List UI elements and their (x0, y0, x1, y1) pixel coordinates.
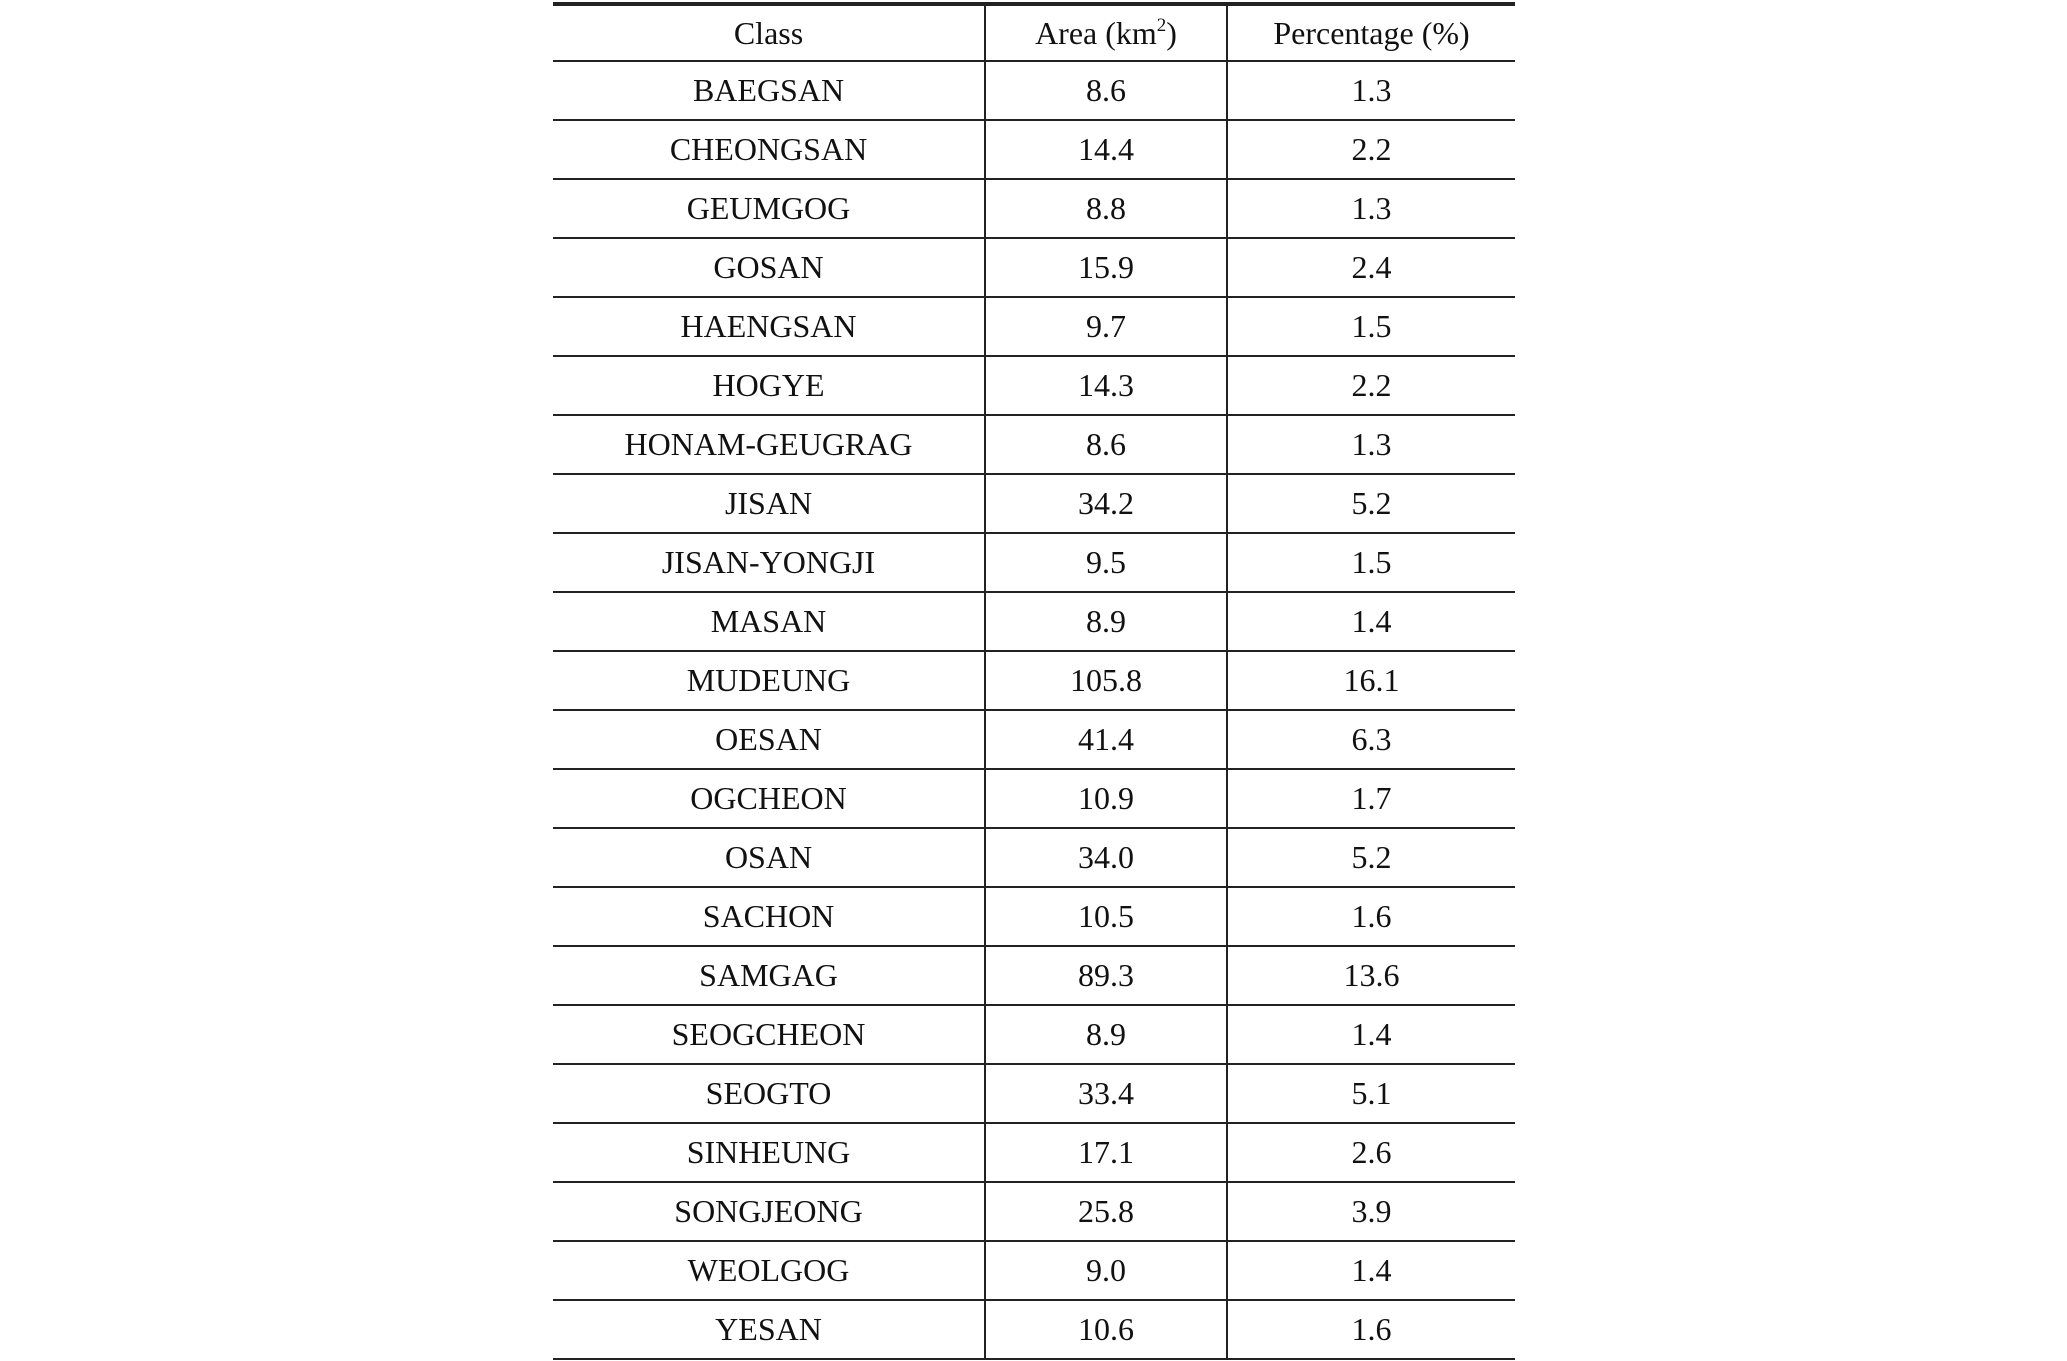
cell-area: 9.5 (985, 533, 1227, 592)
table-row (553, 1241, 1515, 1300)
cell-area: 8.9 (985, 592, 1227, 651)
cell-class: SACHON (553, 887, 985, 946)
table-row (553, 1182, 1515, 1241)
header-area-superscript: 2 (1156, 14, 1167, 36)
area-table (553, 0, 1515, 1360)
cell-area: 9.7 (985, 297, 1227, 356)
cell-class: GEUMGOG (553, 179, 985, 238)
cell-class: GOSAN (553, 238, 985, 297)
cell-area: 14.4 (985, 120, 1227, 179)
cell-percentage: 5.2 (1227, 474, 1515, 533)
header-row (553, 6, 1515, 61)
cell-percentage: 13.6 (1227, 946, 1515, 1005)
header-area-prefix: Area (km (1035, 14, 1157, 51)
cell-class: SONGJEONG (553, 1182, 985, 1241)
cell-percentage: 1.3 (1227, 179, 1515, 238)
header-percentage: Percentage (%) (1227, 6, 1515, 61)
cell-area: 34.0 (985, 828, 1227, 887)
cell-class: OGCHEON (553, 769, 985, 828)
header-area-suffix: ) (1166, 14, 1177, 51)
table-row (553, 1300, 1515, 1359)
cell-percentage: 1.6 (1227, 1300, 1515, 1359)
cell-percentage: 1.5 (1227, 297, 1515, 356)
cell-area: 8.9 (985, 1005, 1227, 1064)
cell-class: HOGYE (553, 356, 985, 415)
cell-percentage: 3.9 (1227, 1182, 1515, 1241)
cell-class: JISAN-YONGJI (553, 533, 985, 592)
table-row (553, 887, 1515, 946)
table-row (553, 946, 1515, 1005)
cell-percentage: 2.2 (1227, 356, 1515, 415)
cell-class: OESAN (553, 710, 985, 769)
cell-percentage: 2.4 (1227, 238, 1515, 297)
cell-class: JISAN (553, 474, 985, 533)
table-row (553, 828, 1515, 887)
cell-area: 25.8 (985, 1182, 1227, 1241)
cell-area: 8.8 (985, 179, 1227, 238)
cell-area: 8.6 (985, 61, 1227, 120)
header-class: Class (553, 6, 985, 61)
table-row (553, 1064, 1515, 1123)
cell-percentage: 1.3 (1227, 61, 1515, 120)
cell-class: SEOGCHEON (553, 1005, 985, 1064)
cell-class: BAEGSAN (553, 61, 985, 120)
table-row (553, 651, 1515, 710)
table-row (553, 415, 1515, 474)
cell-percentage: 1.6 (1227, 887, 1515, 946)
cell-area: 15.9 (985, 238, 1227, 297)
cell-percentage: 16.1 (1227, 651, 1515, 710)
cell-area: 8.6 (985, 415, 1227, 474)
cell-area: 10.5 (985, 887, 1227, 946)
table-row (553, 710, 1515, 769)
table-row (553, 179, 1515, 238)
cell-percentage: 6.3 (1227, 710, 1515, 769)
cell-class: SINHEUNG (553, 1123, 985, 1182)
cell-area: 34.2 (985, 474, 1227, 533)
table-row (553, 769, 1515, 828)
cell-percentage: 2.6 (1227, 1123, 1515, 1182)
cell-class: MUDEUNG (553, 651, 985, 710)
cell-percentage: 1.4 (1227, 1005, 1515, 1064)
table-row (553, 1123, 1515, 1182)
cell-percentage: 1.4 (1227, 1241, 1515, 1300)
cell-area: 10.9 (985, 769, 1227, 828)
cell-area: 9.0 (985, 1241, 1227, 1300)
cell-class: YESAN (553, 1300, 985, 1359)
table-row (553, 297, 1515, 356)
table-row (553, 238, 1515, 297)
cell-percentage: 1.4 (1227, 592, 1515, 651)
cell-class: MASAN (553, 592, 985, 651)
table-row (553, 120, 1515, 179)
cell-area: 10.6 (985, 1300, 1227, 1359)
cell-percentage: 5.2 (1227, 828, 1515, 887)
table-row (553, 1005, 1515, 1064)
cell-percentage: 1.3 (1227, 415, 1515, 474)
cell-class: CHEONGSAN (553, 120, 985, 179)
table-body (553, 61, 1515, 1359)
cell-area: 17.1 (985, 1123, 1227, 1182)
cell-class: SAMGAG (553, 946, 985, 1005)
header-area (985, 6, 1227, 61)
cell-class: SEOGTO (553, 1064, 985, 1123)
table-row (553, 61, 1515, 120)
table-row (553, 356, 1515, 415)
cell-area: 14.3 (985, 356, 1227, 415)
table-row (553, 474, 1515, 533)
cell-class: HONAM-GEUGRAG (553, 415, 985, 474)
cell-percentage: 1.7 (1227, 769, 1515, 828)
class-area-table (553, 6, 1515, 1360)
cell-area: 41.4 (985, 710, 1227, 769)
cell-area: 89.3 (985, 946, 1227, 1005)
cell-area: 105.8 (985, 651, 1227, 710)
cell-percentage: 5.1 (1227, 1064, 1515, 1123)
cell-class: WEOLGOG (553, 1241, 985, 1300)
cell-percentage: 2.2 (1227, 120, 1515, 179)
table-row (553, 533, 1515, 592)
cell-class: HAENGSAN (553, 297, 985, 356)
table-row (553, 592, 1515, 651)
cell-class: OSAN (553, 828, 985, 887)
cell-percentage: 1.5 (1227, 533, 1515, 592)
cell-area: 33.4 (985, 1064, 1227, 1123)
